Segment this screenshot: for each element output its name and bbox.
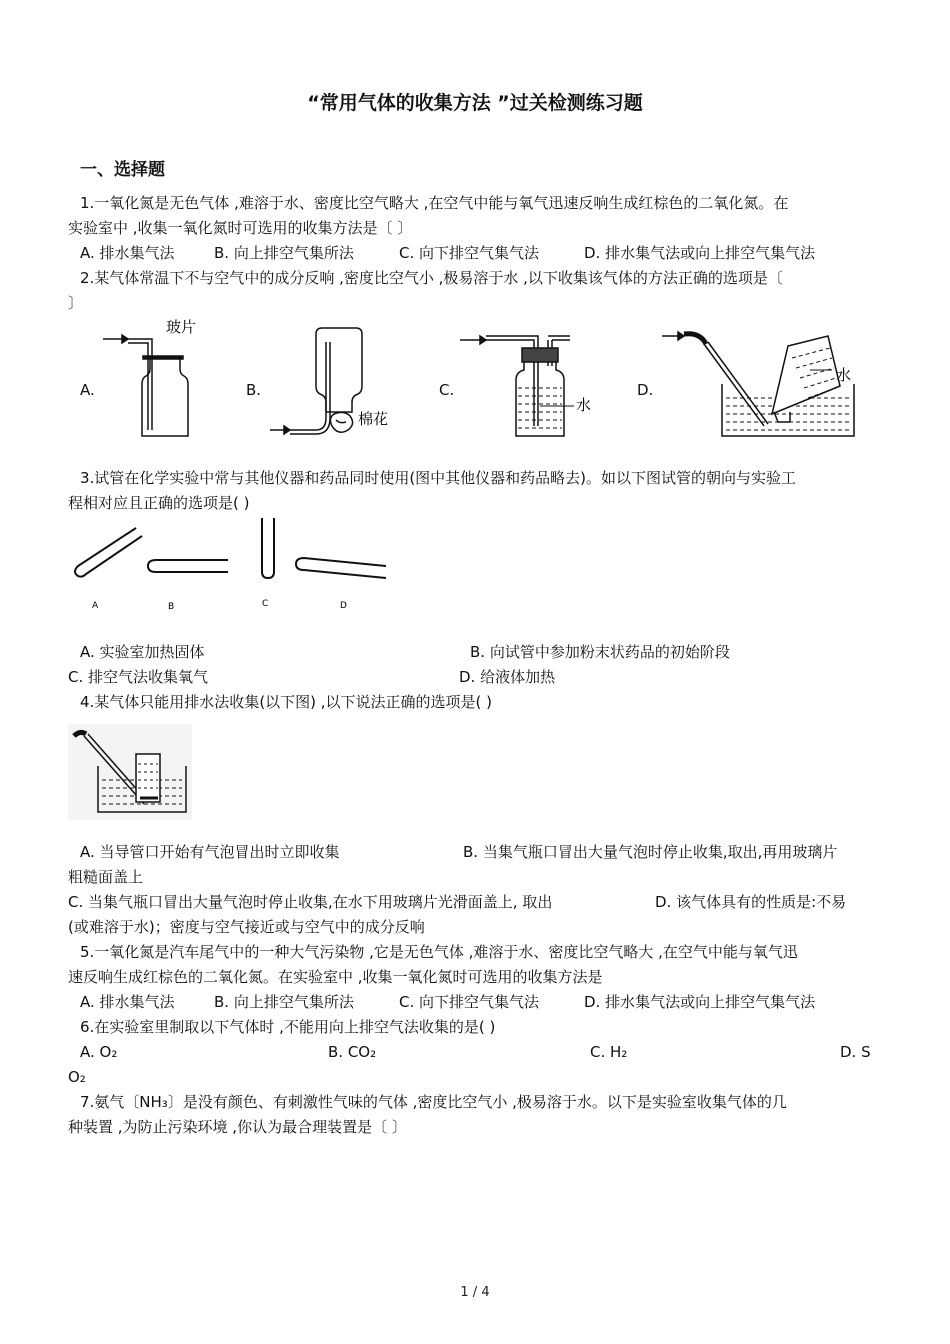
q4-figure (68, 724, 192, 820)
q2-label-b: B. (246, 381, 262, 399)
q6-option-c: C. H₂ (590, 1043, 628, 1061)
page-title: “常用气体的收集方法 ”过关检测练习题 (307, 92, 643, 114)
q3-option-d: D. 给液体加热 (459, 668, 556, 686)
water-label-c: 水 (576, 396, 592, 414)
q5-stem-line2: 速反响生成红棕色的二氧化氮。在实验室中 ,收集一氧化氮时可选用的收集方法是 (68, 968, 603, 986)
q4-option-d-line2: (或难溶于水)；密度与空气接近或与空气中的成分反响 (68, 918, 425, 936)
q6-option-d-part2: O₂ (68, 1068, 86, 1086)
q1-option-a: A. 排水集气法 (80, 244, 175, 262)
q3-stem-line2: 程相对应且正确的选项是( ) (68, 494, 250, 512)
q5-stem-line1: 5.一氧化氮是汽车尾气中的一种大气污染物 ,它是无色气体 ,难溶于水、密度比空气略大 ,在空气中能与氧气迅 (80, 943, 798, 961)
tube-label-a: A (92, 601, 99, 611)
q7-stem-line2: 种装置 ,为防止污染环境 ,你认为最合理装置是〔 〕 (68, 1118, 407, 1136)
q4-option-d-line1: D. 该气体具有的性质是:不易 (655, 893, 847, 911)
q6-stem: 6.在实验室里制取以下气体时 ,不能用向上排空气法收集的是( ) (80, 1018, 496, 1036)
q2-label-a: A. (80, 381, 95, 399)
q2-figure-b (268, 326, 398, 442)
q6-option-b: B. CO₂ (328, 1043, 377, 1061)
tube-label-c: C (262, 599, 269, 609)
q1-option-b: B. 向上排空气集所法 (214, 244, 354, 262)
q6-option-d-part1: D. S (840, 1043, 871, 1061)
tube-label-b: B (168, 602, 175, 612)
q1-stem-line1: 1.一氧化氮是无色气体 ,难溶于水、密度比空气略大 ,在空气中能与氧气迅速反响生成红棕色的二氧化氮。在 (80, 194, 789, 212)
q2-label-c: C. (439, 381, 455, 399)
q4-option-b-line1: B. 当集气瓶口冒出大量气泡时停止收集,取出,再用玻璃片 (463, 843, 838, 861)
q3-stem-line1: 3.试管在化学实验中常与其他仪器和药品同时使用(图中其他仪器和药品略去)。如以下图试管的朝向与实验工 (80, 469, 797, 487)
q5-option-b: B. 向上排空气集所法 (214, 993, 354, 1011)
water-label-d: 水 (836, 366, 852, 384)
page-number: 1 / 4 (460, 1285, 490, 1300)
q2-figure-d (660, 322, 860, 442)
q7-stem-line1: 7.氨气〔NH₃〕是没有颜色、有刺激性气味的气体 ,密度比空气小 ,极易溶于水。以下是实验室收集气体的几 (80, 1093, 787, 1111)
q4-stem: 4.某气体只能用排水法收集(以下图) ,以下说法正确的选项是( ) (80, 693, 493, 711)
section-heading: 一、选择题 (80, 160, 165, 180)
tube-b (148, 560, 228, 572)
q6-option-a: A. O₂ (80, 1043, 118, 1061)
q2-figure-a (100, 312, 212, 442)
q3-option-c: C. 排空气法收集氧气 (68, 668, 209, 686)
q5-option-c: C. 向下排空气集气法 (399, 993, 540, 1011)
q1-stem-line2: 实验室中 ,收集一氧化氮时可选用的收集方法是〔 〕 (68, 219, 413, 237)
q4-option-a: A. 当导管口开始有气泡冒出时立即收集 (80, 843, 340, 861)
q3-option-b: B. 向试管中参加粉末状药品的初始阶段 (470, 643, 730, 661)
cotton-label: 棉花 (358, 410, 389, 428)
q1-option-d: D. 排水集气法或向上排空气集气法 (584, 244, 816, 262)
q3-option-a: A. 实验室加热固体 (80, 643, 205, 661)
q4-option-c: C. 当集气瓶口冒出大量气泡时停止收集,在水下用玻璃片光滑面盖上, 取出 (68, 893, 553, 911)
q2-label-d: D. (637, 381, 654, 399)
q1-option-c: C. 向下排空气集气法 (399, 244, 540, 262)
tube-a (75, 528, 142, 577)
q2-figure-c (458, 326, 608, 438)
glass-plate-label: 玻片 (166, 318, 197, 336)
q4-option-b-line2: 粗糙面盖上 (68, 868, 144, 886)
tube-d (296, 558, 386, 578)
q2-stem-line2: 〕 (68, 294, 84, 312)
q5-option-a: A. 排水集气法 (80, 993, 175, 1011)
tube-c (262, 518, 274, 578)
tube-label-d: D (340, 601, 347, 611)
q5-option-d: D. 排水集气法或向上排空气集气法 (584, 993, 816, 1011)
q2-stem-line1: 2.某气体常温下不与空气中的成分反响 ,密度比空气小 ,极易溶于水 ,以下收集该气体的方法正确的选项是〔 (80, 269, 783, 287)
q3-test-tube-figure (68, 514, 398, 614)
